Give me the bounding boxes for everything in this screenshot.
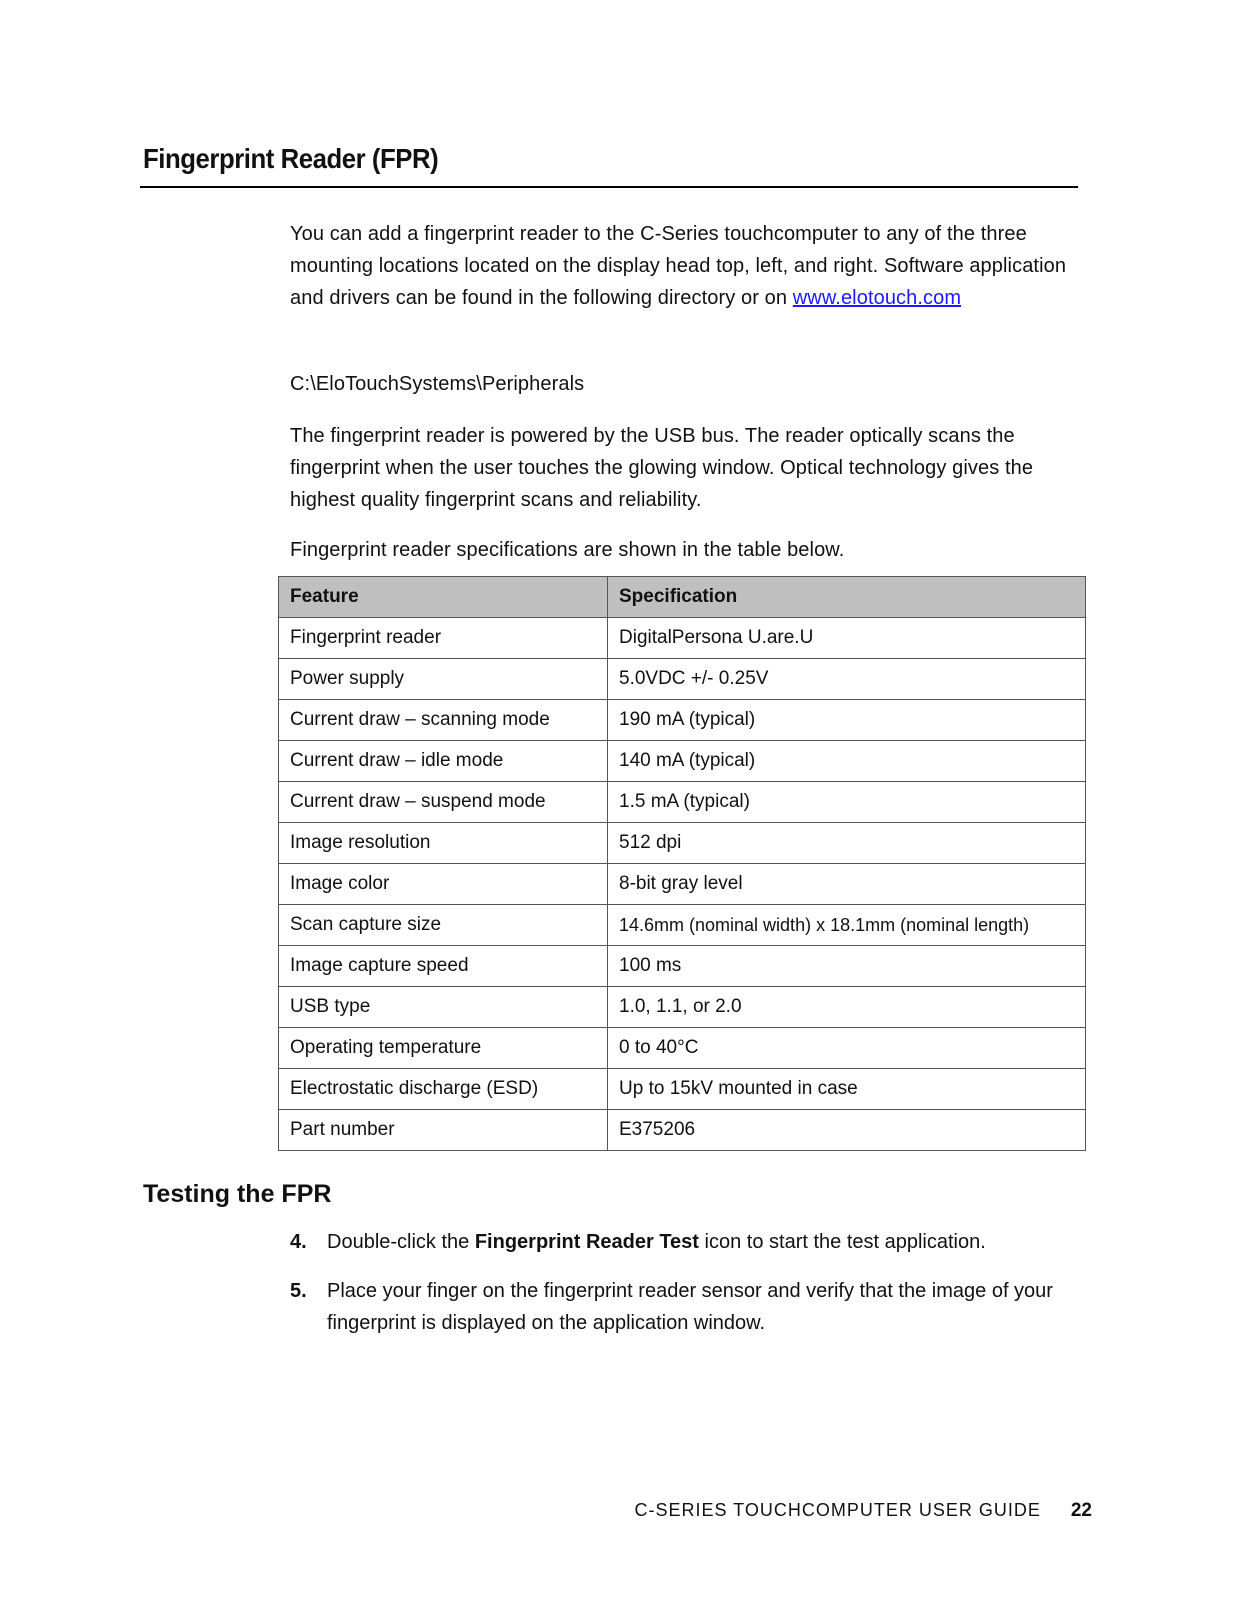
page-title: Fingerprint Reader (FPR) [143,143,439,174]
spec-cell: Up to 15kV mounted in case [608,1069,1086,1110]
feature-cell: Current draw – idle mode [279,741,608,782]
spec-cell: 140 mA (typical) [608,741,1086,782]
table-row [279,1028,1086,1069]
spec-cell: 0 to 40°C [608,1028,1086,1069]
table-row [279,823,1086,864]
table-row [279,905,1086,946]
feature-cell: Scan capture size [279,905,608,946]
feature-cell: Image color [279,864,608,905]
step-5 [290,1275,1090,1339]
feature-cell: Power supply [279,659,608,700]
table-row [279,659,1086,700]
step-text [327,1226,1090,1258]
spec-cell: 14.6mm (nominal width) x 18.1mm (nominal length) [608,905,1086,946]
table-row [279,1069,1086,1110]
table-intro-paragraph: Fingerprint reader specifications are shown in the table below. [290,539,845,561]
spec-cell: 512 dpi [608,823,1086,864]
feature-cell: USB type [279,987,608,1028]
feature-cell: Current draw – scanning mode [279,700,608,741]
test-app-name: Fingerprint Reader Test [474,1231,699,1253]
testing-heading: Testing the FPR [143,1180,332,1208]
table-row [279,946,1086,987]
title-divider [140,186,1078,188]
header-feature: Feature [279,577,608,618]
feature-cell: Current draw – suspend mode [279,782,608,823]
elotouch-link[interactable]: www.elotouch.com [792,287,962,309]
feature-cell: Part number [279,1110,608,1151]
table-row [279,1110,1086,1151]
spec-cell: DigitalPersona U.are.U [608,618,1086,659]
table-row [279,864,1086,905]
header-specification: Specification [608,577,1086,618]
spec-cell: 190 mA (typical) [608,700,1086,741]
intro-text: You can add a fingerprint reader to the C-Series touchcomputer to any of the three mounting locations located on the display head top, left, and right. Software application and drivers can be found in the following directory or on [290,223,1067,309]
power-paragraph: The fingerprint reader is powered by the USB bus. The reader optically scans the fingerprint when the user touches the glowing window. Optical technology gives the highest quality fingerprint scans and reliability. [290,425,1034,511]
feature-cell: Image resolution [279,823,608,864]
step-4 [290,1226,1090,1258]
intro-paragraph [290,218,1085,314]
table-row [279,700,1086,741]
step-text-before: Double-click the [327,1231,475,1253]
directory-path: C:\EloTouchSystems\Peripherals [290,373,585,395]
spec-cell: 100 ms [608,946,1086,987]
feature-cell: Operating temperature [279,1028,608,1069]
spec-table [278,576,1086,1151]
step-text: Place your finger on the fingerprint reader sensor and verify that the image of your fingerprint is displayed on the application window. [327,1280,1053,1334]
page-number: 22 [1070,1500,1092,1521]
footer-title: C-SERIES TOUCHCOMPUTER USER GUIDE [634,1500,1041,1520]
spec-cell: 1.5 mA (typical) [608,782,1086,823]
table-row [279,987,1086,1028]
table-row [279,618,1086,659]
feature-cell: Fingerprint reader [279,618,608,659]
step-text-after: icon to start the test application. [698,1231,986,1253]
feature-cell: Image capture speed [279,946,608,987]
table-row [279,782,1086,823]
step-number: 4. [290,1231,307,1253]
table-row [279,741,1086,782]
table-header-row [279,577,1086,618]
spec-cell: 1.0, 1.1, or 2.0 [608,987,1086,1028]
feature-cell: Electrostatic discharge (ESD) [279,1069,608,1110]
page-footer [634,1500,1092,1522]
step-number: 5. [290,1280,307,1302]
spec-cell: 8-bit gray level [608,864,1086,905]
spec-cell: 5.0VDC +/- 0.25V [608,659,1086,700]
spec-cell: E375206 [608,1110,1086,1151]
